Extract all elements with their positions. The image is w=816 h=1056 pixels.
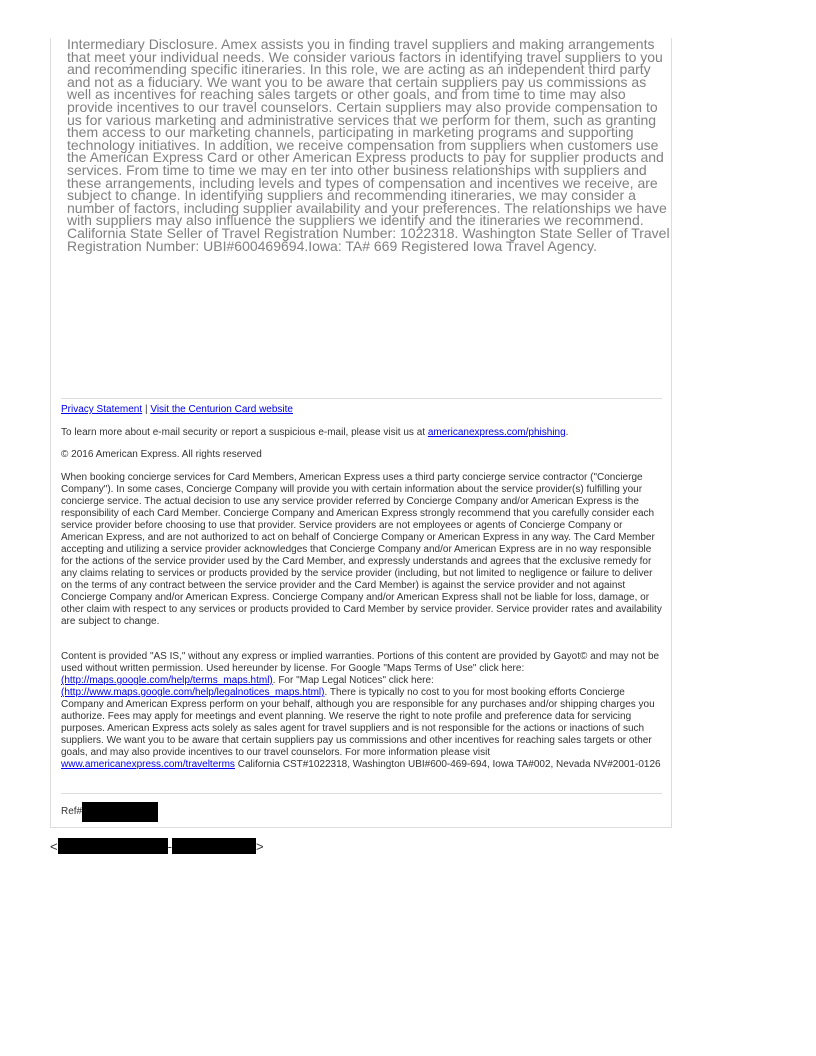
content-text-4: California CST#1022318, Washington UBI#600-469-694, Iowa TA#002, Nevada NV#2001-0126 <box>234 759 661 770</box>
redacted-block <box>58 838 168 854</box>
bottom-identifier <box>50 838 264 854</box>
close-bracket: > <box>255 838 264 854</box>
concierge-disclaimer: When booking concierge services for Card Members, American Express uses a third party concierge service contractor ("Concierge Company"). In some cases, Concierge Company will provide you with certain information about the service provider(s) fulfilling your concierge service. The actual decision to use any service provider referred by Concierge Company and/or American Express is the responsibility of each Card Member. Concierge Company and American Express strongly recommend that you carefully consider each service provider before choosing to use that provider. Service providers are not employees or agents of Concierge Company or American Express, and are not authorized to act on behalf of Concierge Company or American Express in any way. The Card Member accepting and utilizing a service provider acknowledges that Concierge Company and/or American Express are in no way responsible for the actions of the service provider used by the Card Member, and expressly understands and agrees that the exclusive remedy for any claims relating to services or products provided by the service provider (including, but not limited to negligence or failure to deliver on the terms of any contract between the service provider and the Card Member) is against the service provider and not against Concierge Company and/or American Express. Concierge Company and/or American Express shall not be liable for loss, damage, or other claim with respect to any services or products provided to Card Member by service provider. Service provider rates and availability are subject to change. <box>61 472 662 627</box>
redacted-block <box>82 802 158 822</box>
divider <box>61 793 662 794</box>
email-body-card <box>50 38 672 828</box>
content-text-1: Content is provided "AS IS," without any express or implied warranties. Portions of this content are provided by Gayot© and may not be used without written permission. Used hereunder by license. For Google "Maps Terms of Use" click here: <box>61 651 660 674</box>
phishing-suffix: . <box>565 427 569 438</box>
redacted-block <box>172 838 256 854</box>
phishing-prefix: To learn more about e-mail security or report a suspicious e-mail, please visit us at <box>61 427 428 438</box>
travelterms-link[interactable]: www.americanexpress.com/travelterms <box>61 759 235 770</box>
reference-number <box>61 802 158 822</box>
link-separator: | <box>144 404 148 415</box>
divider <box>61 398 662 399</box>
phishing-link[interactable]: americanexpress.com/phishing <box>427 427 566 438</box>
content-text-3: . There is typically no cost to you for most booking efforts Concierge Company and American Express perform on your behalf, although you are responsible for any purchases and/or shipping charges you authorize. Fees may apply for meetings and event planning. We reserve the right to note profile and preference data for servicing purposes. American Express acts solely as sales agent for travel suppliers and is not responsible for the actions or inactions of such suppliers. We want you to be aware that certain suppliers pay us commissions and other incentives for reaching sales targets or other goals, and may also provide incentives to our travel counselors. For more information please visit <box>61 687 655 758</box>
content-text-2: . For "Map Legal Notices" click here: <box>272 675 434 686</box>
intermediary-disclosure: Intermediary Disclosure. Amex assists you in finding travel suppliers and making arrangements that meet your individual needs. We consider various factors in identifying travel suppliers to you and recommending specific itineraries. In this role, we are acting as an independent third party and not as a fiduciary. We want you to be aware that certain suppliers pay us commissions as well as incentives for reaching sales targets or other goals, and from time to time may also provide incentives to our travel counselors. Certain suppliers may also provide compensation to us for various marketing and administrative services that we perform for them, such as granting them access to our marketing channels, participating in marketing programs and supporting technology initiatives. In addition, we receive compensation from suppliers when customers use the American Express Card or other American Express products to pay for supplier products and services. From time to time we may en ter into other business relationships with suppliers and these arrangements, including levels and types of compensation and incentives we receive, are subject to change. In identifying suppliers and recommending itineraries, we may consider a number of factors, including supplier availability and your preferences. The relationships we have with suppliers may also influence the suppliers we identify and the itineraries we recommend. California State Seller of Travel Registration Number: 1022318. Washington State Seller of Travel Registration Number: UBI#600469694.Iowa: TA# 669 Registered Iowa Travel Agency. <box>67 36 670 254</box>
phishing-notice <box>61 427 663 439</box>
maps-legal-link[interactable]: (http://www.maps.google.com/help/legalnotices_maps.html) <box>61 687 325 698</box>
content-disclaimer <box>61 651 663 771</box>
open-bracket: < <box>50 838 58 854</box>
footer-links <box>61 404 293 416</box>
maps-terms-link[interactable]: (http://maps.google.com/help/terms_maps.html) <box>61 675 273 686</box>
privacy-statement-link[interactable]: Privacy Statement <box>61 404 143 415</box>
copyright: © 2016 American Express. All rights reserved <box>61 449 262 460</box>
centurion-card-link[interactable]: Visit the Centurion Card website <box>150 404 293 415</box>
dash: - <box>167 838 172 854</box>
ref-label: Ref# <box>61 806 83 817</box>
